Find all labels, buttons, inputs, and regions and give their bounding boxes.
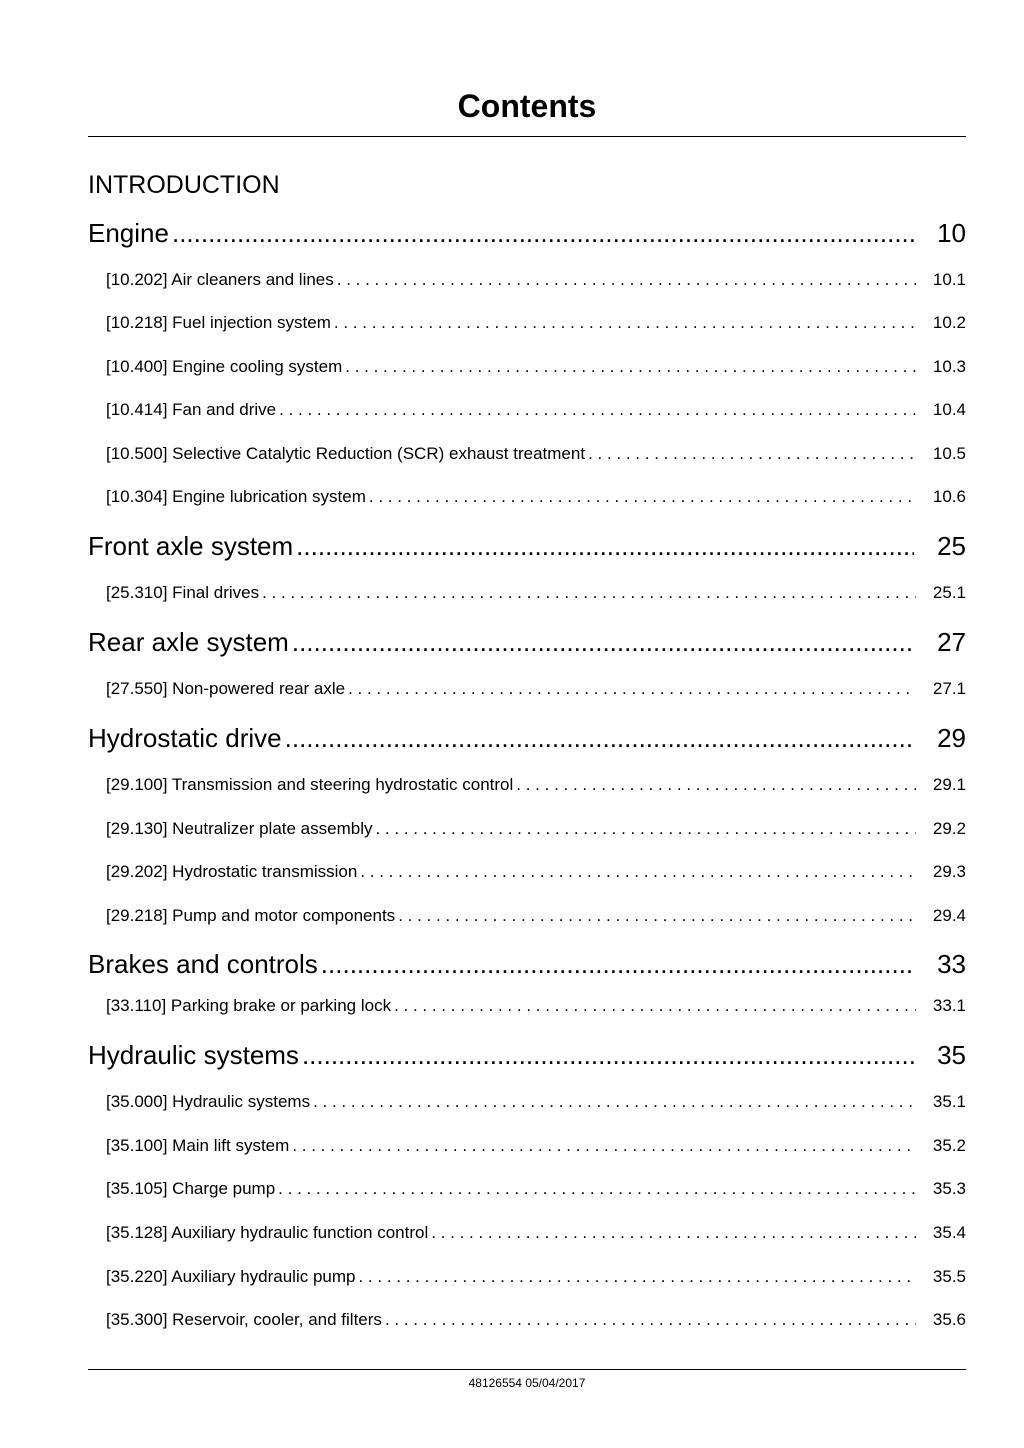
section-label: [35.100] Main lift system [106, 1136, 290, 1155]
section-page: 10.6 [932, 487, 966, 506]
section-page: 29.4 [932, 906, 966, 925]
section-label: [29.130] Neutralizer plate assembly [106, 819, 373, 838]
section-label: [33.110] Parking brake or parking lock [106, 996, 392, 1015]
chapter-page: 29 [937, 723, 966, 753]
dot-leader [345, 355, 916, 379]
section-label: [35.300] Reservoir, cooler, and filters [106, 1310, 382, 1329]
dot-leader [360, 860, 916, 884]
chapter-label: Hydrostatic drive [88, 723, 282, 753]
toc-section[interactable] [106, 1177, 966, 1201]
chapter-label: Brakes and controls [88, 949, 318, 979]
section-label: [10.304] Engine lubrication system [106, 487, 366, 506]
dot-leader [262, 581, 916, 605]
dot-leader [385, 1308, 916, 1332]
toc-section[interactable] [106, 904, 966, 928]
footer-doc-id: 48126554 05/04/2017 [468, 1376, 586, 1390]
toc-chapter-hydrostatic-drive[interactable] [88, 720, 966, 756]
chapter-label: Engine [88, 218, 169, 248]
bottom-divider [88, 1369, 966, 1370]
section-page: 27.1 [932, 679, 966, 698]
chapter-page: 27 [937, 627, 966, 657]
dot-leader [278, 1177, 916, 1201]
section-page: 29.2 [932, 819, 966, 838]
dot-leader [588, 442, 916, 466]
chapter-label: Hydraulic systems [88, 1040, 299, 1070]
toc-section[interactable] [106, 311, 966, 335]
toc-section[interactable] [106, 1134, 966, 1158]
section-label: [10.202] Air cleaners and lines [106, 270, 334, 289]
section-label: [35.220] Auxiliary hydraulic pump [106, 1267, 356, 1286]
dot-leader [358, 1265, 916, 1289]
section-page: 25.1 [932, 583, 966, 602]
section-label: [29.100] Transmission and steering hydrostatic control [106, 775, 514, 794]
toc-section[interactable] [106, 398, 966, 422]
toc-section[interactable] [106, 268, 966, 292]
toc-section[interactable] [106, 1090, 966, 1114]
section-page: 10.5 [932, 444, 966, 463]
dot-leader [321, 946, 914, 982]
page-title: Contents [457, 88, 597, 124]
section-label: [35.000] Hydraulic systems [106, 1092, 311, 1111]
dot-leader [348, 677, 916, 701]
section-page: 35.3 [932, 1179, 966, 1198]
dot-leader [394, 994, 916, 1018]
section-page: 33.1 [932, 996, 966, 1015]
section-label: [25.310] Final drives [106, 583, 260, 602]
dot-leader [334, 311, 916, 335]
toc-section[interactable] [106, 677, 966, 701]
toc-section[interactable] [106, 860, 966, 884]
dot-leader [337, 268, 916, 292]
section-label: [10.500] Selective Catalytic Reduction (SCR) exhaust treatment [106, 444, 586, 463]
dot-leader [375, 817, 916, 841]
dot-leader [285, 720, 914, 756]
section-label: [29.202] Hydrostatic transmission [106, 862, 358, 881]
dot-leader [279, 398, 916, 422]
toc-section[interactable] [106, 1221, 966, 1245]
section-label: [10.414] Fan and drive [106, 400, 277, 419]
section-label: [10.218] Fuel injection system [106, 313, 331, 332]
introduction-heading[interactable]: INTRODUCTION [88, 171, 280, 199]
section-page: 35.5 [932, 1267, 966, 1286]
chapter-page: 35 [937, 1040, 966, 1070]
dot-leader [369, 485, 916, 509]
section-page: 29.1 [932, 775, 966, 794]
chapter-label: Rear axle system [88, 627, 289, 657]
section-page: 29.3 [932, 862, 966, 881]
section-label: [35.105] Charge pump [106, 1179, 276, 1198]
toc-section[interactable] [106, 485, 966, 509]
toc-chapter-brakes-and-controls[interactable] [88, 946, 966, 982]
chapter-page: 25 [937, 531, 966, 561]
toc-chapter-hydraulic-systems[interactable] [88, 1037, 966, 1073]
dot-leader [516, 773, 916, 797]
section-label: [35.128] Auxiliary hydraulic function control [106, 1223, 429, 1242]
section-page: 10.1 [932, 270, 966, 289]
dot-leader [302, 1037, 914, 1073]
section-page: 10.2 [932, 313, 966, 332]
chapter-label: Front axle system [88, 531, 294, 561]
section-page: 10.4 [932, 400, 966, 419]
dot-leader [313, 1090, 916, 1114]
toc-section[interactable] [106, 581, 966, 605]
section-label: [27.550] Non-powered rear axle [106, 679, 346, 698]
section-label: [10.400] Engine cooling system [106, 357, 343, 376]
dot-leader [172, 215, 914, 251]
section-page: 35.2 [932, 1136, 966, 1155]
toc-section[interactable] [106, 355, 966, 379]
toc-section[interactable] [106, 773, 966, 797]
section-page: 35.4 [932, 1223, 966, 1242]
chapter-page: 33 [937, 949, 966, 979]
section-page: 10.3 [932, 357, 966, 376]
toc-chapter-engine[interactable] [88, 215, 966, 251]
dot-leader [398, 904, 916, 928]
section-page: 35.6 [932, 1310, 966, 1329]
dot-leader [292, 1134, 916, 1158]
section-page: 35.1 [932, 1092, 966, 1111]
dot-leader [431, 1221, 916, 1245]
dot-leader [296, 528, 914, 564]
toc-section[interactable] [106, 994, 966, 1018]
chapter-page: 10 [937, 218, 966, 248]
toc-section[interactable] [106, 1308, 966, 1332]
toc-section[interactable] [106, 442, 966, 466]
toc-section[interactable] [106, 817, 966, 841]
toc-section[interactable] [106, 1265, 966, 1289]
section-label: [29.218] Pump and motor components [106, 906, 396, 925]
top-divider [88, 136, 966, 137]
toc-chapter-front-axle-system[interactable] [88, 528, 966, 564]
toc-chapter-rear-axle-system[interactable] [88, 624, 966, 660]
dot-leader [292, 624, 914, 660]
